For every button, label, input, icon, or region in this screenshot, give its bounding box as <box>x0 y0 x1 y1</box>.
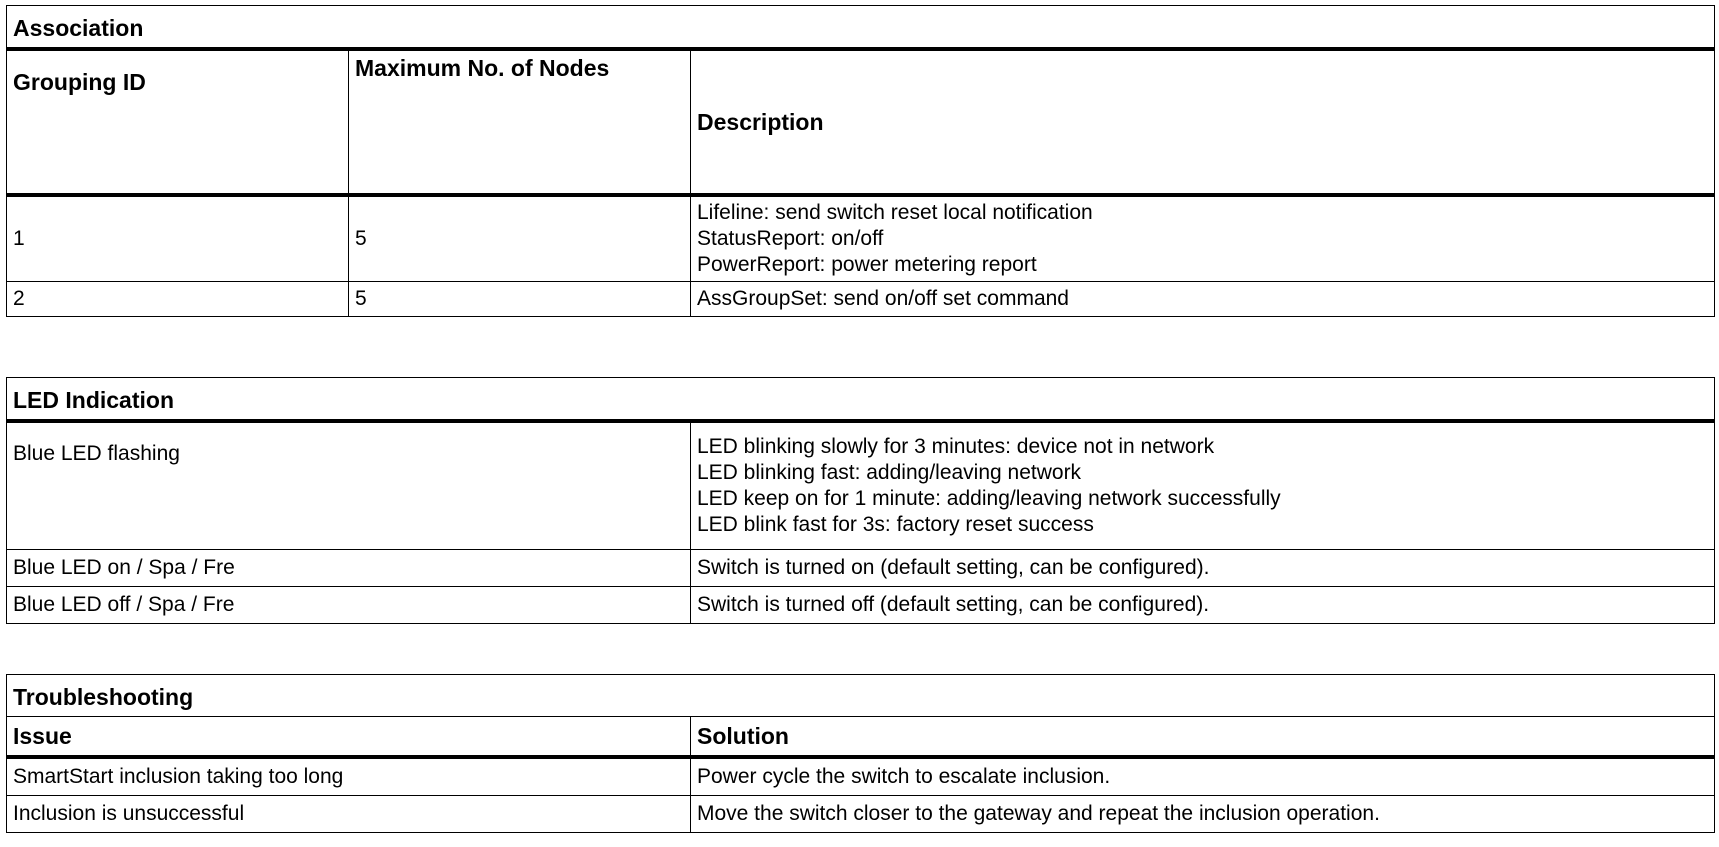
header-issue: Issue <box>7 717 691 758</box>
description-cell <box>691 195 1715 282</box>
table-row <box>7 195 1715 282</box>
description-cell <box>691 282 1715 317</box>
header-max-nodes: Maximum No. of Nodes <box>349 49 691 195</box>
led-meaning-cell <box>691 421 1715 550</box>
max-nodes-cell: 5 <box>349 282 691 317</box>
table-row <box>7 796 1715 833</box>
table-header-row <box>7 717 1715 758</box>
table-title-row <box>7 378 1715 422</box>
led-title: LED Indication <box>7 378 1715 422</box>
troubleshooting-title: Troubleshooting <box>7 675 1715 717</box>
description-line: PowerReport: power metering report <box>697 253 1037 276</box>
description-line: Lifeline: send switch reset local notification <box>697 201 1093 224</box>
header-solution: Solution <box>691 717 1715 758</box>
description-line: AssGroupSet: send on/off set command <box>697 287 1069 310</box>
led-meaning-line: LED blinking slowly for 3 minutes: device not in network <box>697 435 1215 458</box>
solution-cell: Power cycle the switch to escalate inclusion. <box>691 757 1715 796</box>
header-description: Description <box>691 49 1715 195</box>
issue-cell: SmartStart inclusion taking too long <box>7 757 691 796</box>
table-row <box>7 550 1715 587</box>
led-meaning-line: LED keep on for 1 minute: adding/leaving network successfully <box>697 487 1281 510</box>
description-line: StatusReport: on/off <box>697 227 884 250</box>
table-row <box>7 587 1715 624</box>
table-title-row <box>7 6 1715 50</box>
led-meaning-cell: Switch is turned off (default setting, can be configured). <box>691 587 1715 624</box>
led-state-cell: Blue LED flashing <box>7 421 691 550</box>
led-meaning-line: LED blinking fast: adding/leaving network <box>697 461 1082 484</box>
led-meaning-cell: Switch is turned on (default setting, can be configured). <box>691 550 1715 587</box>
led-state-cell: Blue LED on / Spa / Fre <box>7 550 691 587</box>
led-meaning-line: LED blink fast for 3s: factory reset success <box>697 513 1094 536</box>
table-row <box>7 282 1715 317</box>
led-state-cell: Blue LED off / Spa / Fre <box>7 587 691 624</box>
table-row <box>7 421 1715 550</box>
issue-cell: Inclusion is unsuccessful <box>7 796 691 833</box>
association-title: Association <box>7 6 1715 50</box>
association-table <box>6 5 1715 317</box>
max-nodes-cell: 5 <box>349 195 691 282</box>
table-row <box>7 757 1715 796</box>
led-indication-table <box>6 377 1715 624</box>
troubleshooting-table <box>6 674 1715 833</box>
header-grouping-id: Grouping ID <box>7 49 349 195</box>
table-title-row <box>7 675 1715 717</box>
solution-cell: Move the switch closer to the gateway and repeat the inclusion operation. <box>691 796 1715 833</box>
grouping-id-cell: 2 <box>7 282 349 317</box>
table-header-row <box>7 49 1715 195</box>
grouping-id-cell: 1 <box>7 195 349 282</box>
